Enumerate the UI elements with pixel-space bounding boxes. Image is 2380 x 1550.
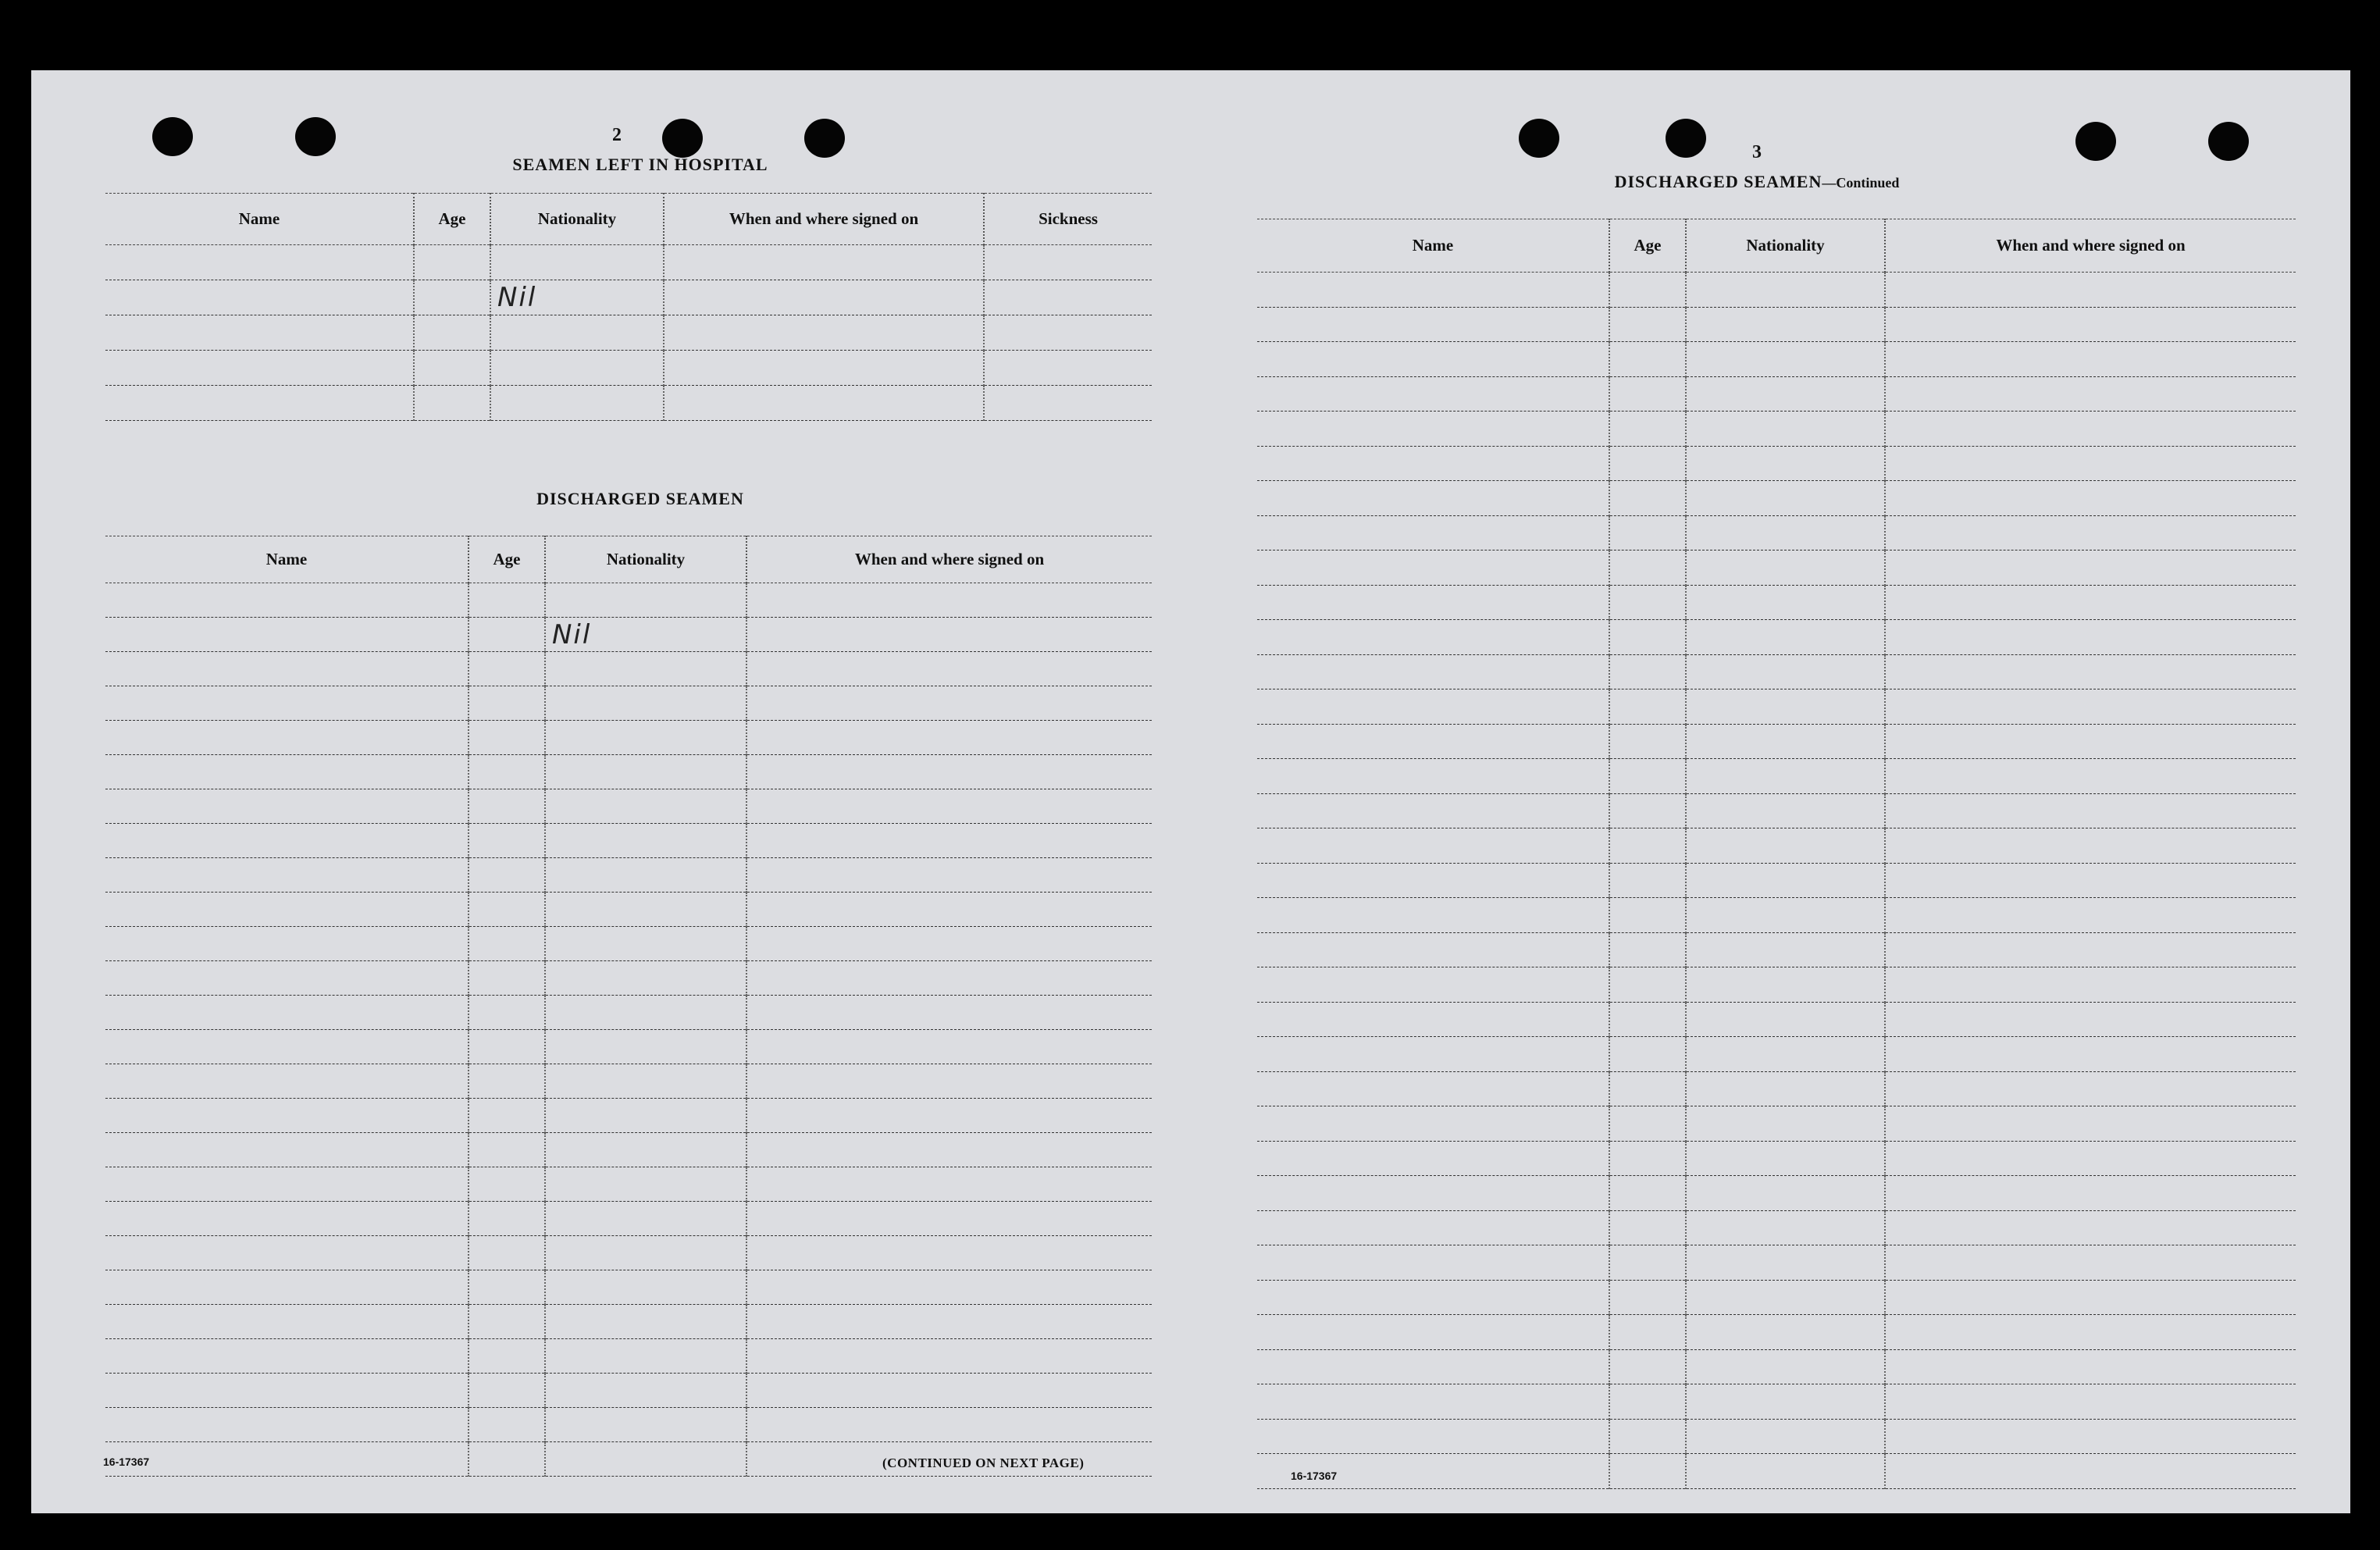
table-row xyxy=(1257,1176,2296,1211)
table-row xyxy=(105,1339,1152,1374)
table-row xyxy=(105,996,1152,1030)
table-row xyxy=(105,824,1152,858)
col-signed-on: When and where signed on xyxy=(664,194,984,245)
table-row xyxy=(1257,1454,2296,1489)
table-row xyxy=(105,280,1152,315)
table-row xyxy=(105,755,1152,789)
table-row xyxy=(1257,898,2296,933)
table-row xyxy=(1257,1419,2296,1454)
table-row xyxy=(1257,1106,2296,1142)
table-row xyxy=(1257,1315,2296,1350)
col-name: Name xyxy=(1257,219,1609,273)
table-row xyxy=(105,315,1152,351)
table-row xyxy=(1257,585,2296,620)
col-age: Age xyxy=(1609,219,1686,273)
table-row xyxy=(1257,620,2296,655)
table-row xyxy=(105,1270,1152,1305)
table-row xyxy=(1257,1280,2296,1315)
col-nationality: Nationality xyxy=(490,194,664,245)
col-name: Name xyxy=(105,194,414,245)
col-nationality: Nationality xyxy=(545,536,746,583)
table-row xyxy=(105,1030,1152,1064)
table-row xyxy=(1257,1002,2296,1037)
table-row xyxy=(105,1099,1152,1133)
col-age: Age xyxy=(414,194,490,245)
punch-hole xyxy=(152,117,193,156)
table-row xyxy=(105,618,1152,652)
table-row xyxy=(105,927,1152,961)
punch-hole xyxy=(804,119,845,158)
table-row xyxy=(105,1408,1152,1442)
discharged-continued-title xyxy=(1569,172,1944,192)
table-row xyxy=(1257,412,2296,447)
table-row xyxy=(1257,654,2296,689)
punch-hole xyxy=(295,117,336,156)
table-row xyxy=(105,1133,1152,1167)
table-row xyxy=(105,1305,1152,1339)
table-row xyxy=(1257,1071,2296,1106)
table-row xyxy=(105,789,1152,824)
table-row xyxy=(105,1374,1152,1408)
col-nationality: Nationality xyxy=(1686,219,1885,273)
table-row xyxy=(105,961,1152,996)
right-page xyxy=(1234,70,2350,1513)
table-row xyxy=(105,245,1152,280)
title-text: DISCHARGED SEAMEN xyxy=(1614,172,1822,191)
table-row xyxy=(105,721,1152,755)
table-row xyxy=(1257,1384,2296,1420)
table-row xyxy=(105,1202,1152,1236)
table-row xyxy=(105,351,1152,386)
title-suffix: —Continued xyxy=(1822,175,1900,191)
col-signed-on: When and where signed on xyxy=(1885,219,2296,273)
table-row xyxy=(1257,759,2296,794)
table-row xyxy=(1257,376,2296,412)
table-row xyxy=(105,1064,1152,1099)
page-number: 2 xyxy=(612,125,622,145)
table-row xyxy=(1257,1349,2296,1384)
col-name: Name xyxy=(105,536,469,583)
table-row xyxy=(1257,342,2296,377)
handwritten-entry: Nil xyxy=(545,618,746,652)
table-row xyxy=(1257,932,2296,967)
table-row xyxy=(1257,863,2296,898)
table-row xyxy=(1257,828,2296,864)
page-number: 3 xyxy=(1752,142,1762,162)
table-row xyxy=(105,893,1152,927)
left-page xyxy=(31,70,1202,1513)
table-row xyxy=(105,1236,1152,1270)
table-row xyxy=(1257,1141,2296,1176)
table-row xyxy=(1257,551,2296,586)
table-row xyxy=(105,386,1152,421)
punch-hole xyxy=(1519,119,1559,158)
table-row xyxy=(1257,481,2296,516)
table-row xyxy=(1257,689,2296,725)
table-row xyxy=(105,583,1152,618)
hospital-table xyxy=(105,193,1152,421)
hospital-section-title: SEAMEN LEFT IN HOSPITAL xyxy=(512,155,768,174)
table-row xyxy=(1257,446,2296,481)
table-row xyxy=(1257,724,2296,759)
form-number: 16-17367 xyxy=(1291,1470,1338,1482)
discharged-continued-table xyxy=(1257,219,2296,1489)
handwritten-entry: Nil xyxy=(490,280,664,315)
table-row xyxy=(1257,967,2296,1003)
punch-hole xyxy=(2075,122,2116,161)
punch-hole xyxy=(1666,119,1706,158)
col-age: Age xyxy=(469,536,545,583)
col-signed-on: When and where signed on xyxy=(746,536,1152,583)
discharged-section-title: DISCHARGED SEAMEN xyxy=(536,489,744,508)
table-row xyxy=(1257,307,2296,342)
table-row xyxy=(1257,515,2296,551)
punch-hole xyxy=(662,119,703,158)
ledger-sheet xyxy=(31,70,2350,1513)
table-row xyxy=(105,1167,1152,1202)
table-row xyxy=(1257,273,2296,308)
col-sickness: Sickness xyxy=(984,194,1152,245)
table-row xyxy=(1257,793,2296,828)
table-row xyxy=(105,858,1152,893)
discharged-table xyxy=(105,536,1152,1477)
punch-hole xyxy=(2208,122,2249,161)
table-row xyxy=(105,686,1152,721)
table-row xyxy=(1257,1245,2296,1281)
table-row xyxy=(1257,1210,2296,1245)
table-row xyxy=(1257,1037,2296,1072)
table-row xyxy=(105,652,1152,686)
form-number: 16-17367 xyxy=(103,1456,150,1468)
continued-note: (CONTINUED ON NEXT PAGE) xyxy=(882,1456,1085,1470)
